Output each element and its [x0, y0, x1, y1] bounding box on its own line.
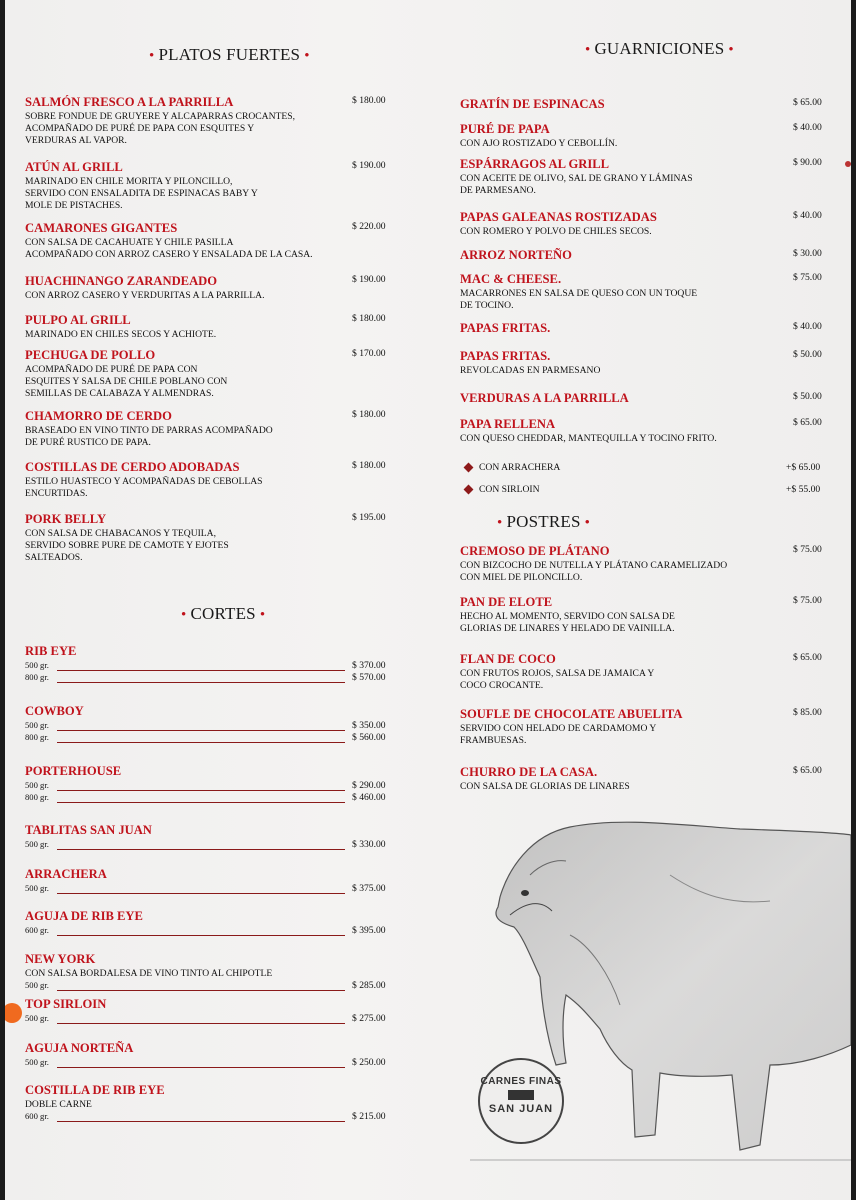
- section-title-platos-fuertes: • PLATOS FUERTES •: [149, 45, 310, 64]
- dish-name: FLAN DE COCO: [460, 652, 556, 666]
- dish-price: $ 180.00: [352, 460, 386, 471]
- dish-name: PURÉ DE PAPA: [460, 122, 550, 136]
- dish-description: CON BIZCOCHO DE NUTELLA Y PLÁTANO CARAMELIZADO: [460, 560, 728, 571]
- dotted-leader-line: [57, 990, 345, 991]
- cut-weight: 500 gr.: [25, 883, 49, 893]
- cut-price: $ 370.00: [352, 660, 386, 671]
- dish-name: CAMARONES GIGANTES: [25, 221, 178, 235]
- dish-description: ACOMPAÑADO DE PURÉ DE PAPA CON: [25, 364, 198, 375]
- dish-name: GRATÍN DE ESPINACAS: [460, 97, 605, 111]
- carnes-finas-logo: [478, 1058, 564, 1144]
- cut-price: $ 215.00: [352, 1111, 386, 1122]
- dish-name: VERDURAS A LA PARRILLA: [460, 391, 629, 405]
- dish-description: VERDURAS AL VAPOR.: [25, 135, 127, 146]
- dish-price: $ 75.00: [793, 272, 822, 283]
- logo-cow-icon: [508, 1090, 534, 1100]
- extra-label: CON SIRLOIN: [479, 484, 540, 495]
- cut-description: CON SALSA BORDALESA DE VINO TINTO AL CHIPOTLE: [25, 968, 273, 979]
- dish-price: $ 40.00: [793, 210, 822, 221]
- dish-description: SALTEADOS.: [25, 552, 83, 563]
- section-title-cortes: • CORTES •: [181, 604, 266, 623]
- dish-name: PECHUGA DE POLLO: [25, 348, 156, 362]
- cut-name: NEW YORK: [25, 952, 96, 966]
- dish-description: BRASEADO EN VINO TINTO DE PARRAS ACOMPAÑADO: [25, 425, 273, 436]
- dish-price: $ 180.00: [352, 95, 386, 106]
- cut-price: $ 395.00: [352, 925, 386, 936]
- cut-weight: 800 gr.: [25, 672, 49, 682]
- dish-description: COCO CROCANTE.: [460, 680, 544, 691]
- dish-description: FRAMBUESAS.: [460, 735, 527, 746]
- dish-name: HUACHINANGO ZARANDEADO: [25, 274, 218, 288]
- dish-price: $ 195.00: [352, 512, 386, 523]
- dish-name: PAN DE ELOTE: [460, 595, 553, 609]
- dotted-leader-line: [57, 1121, 345, 1122]
- cut-name: TABLITAS SAN JUAN: [25, 823, 152, 837]
- cut-price: $ 285.00: [352, 980, 386, 991]
- cut-name: AGUJA DE RIB EYE: [25, 909, 143, 923]
- dish-price: $ 170.00: [352, 348, 386, 359]
- dotted-leader-line: [57, 730, 345, 731]
- dotted-leader-line: [57, 682, 345, 683]
- dish-description: CON ACEITE DE OLIVO, SAL DE GRANO Y LÁMINAS: [460, 173, 693, 184]
- dish-description: CON FRUTOS ROJOS, SALSA DE JAMAICA Y: [460, 668, 655, 679]
- dish-price: $ 40.00: [793, 122, 822, 133]
- dish-description: HECHO AL MOMENTO, SERVIDO CON SALSA DE: [460, 611, 675, 622]
- cut-weight: 500 gr.: [25, 980, 49, 990]
- dish-price: $ 180.00: [352, 409, 386, 420]
- dish-description: CON ARROZ CASERO Y VERDURITAS A LA PARRILLA.: [25, 290, 265, 301]
- dish-name: ESPÁRRAGOS AL GRILL: [460, 157, 610, 171]
- dish-name: PAPAS GALEANAS ROSTIZADAS: [460, 210, 657, 224]
- dish-price: $ 190.00: [352, 160, 386, 171]
- dish-description: ESQUITES Y SALSA DE CHILE POBLANO CON: [25, 376, 228, 387]
- dish-price: $ 65.00: [793, 652, 822, 663]
- cut-name: RIB EYE: [25, 644, 77, 658]
- dish-name: PORK BELLY: [25, 512, 107, 526]
- dish-name: SALMÓN FRESCO A LA PARRILLA: [25, 95, 234, 109]
- dish-price: $ 85.00: [793, 707, 822, 718]
- dish-description: SOBRE FONDUE DE GRUYERE Y ALCAPARRAS CROCANTES,: [25, 111, 295, 122]
- dish-description: ACOMPAÑADO DE PURÉ DE PAPA CON ESQUITES Y: [25, 123, 255, 134]
- dish-name: PULPO AL GRILL: [25, 313, 131, 327]
- dotted-leader-line: [57, 742, 345, 743]
- logo-line1: CARNES FINAS: [480, 1076, 562, 1087]
- cut-weight: 500 gr.: [25, 660, 49, 670]
- dish-price: $ 65.00: [793, 765, 822, 776]
- cut-price: $ 350.00: [352, 720, 386, 731]
- cut-name: PORTERHOUSE: [25, 764, 122, 778]
- cut-weight: 800 gr.: [25, 792, 49, 802]
- dish-name: PAPA RELLENA: [460, 417, 556, 431]
- extra-price: +$ 65.00: [786, 462, 821, 473]
- dotted-leader-line: [57, 670, 345, 671]
- cut-price: $ 330.00: [352, 839, 386, 850]
- orange-marker-dot: [5, 1003, 22, 1023]
- logo-line2: SAN JUAN: [488, 1103, 554, 1115]
- dish-description: ACOMPAÑADO CON ARROZ CASERO Y ENSALADA DE LA CASA.: [25, 249, 313, 260]
- dish-description: CON SALSA DE CHABACANOS Y TEQUILA,: [25, 528, 216, 539]
- cut-weight: 500 gr.: [25, 1057, 49, 1067]
- dish-description: ESTILO HUASTECO Y ACOMPAÑADAS DE CEBOLLAS: [25, 476, 263, 487]
- dish-name: PAPAS FRITAS.: [460, 321, 551, 335]
- dish-description: MARINADO EN CHILES SECOS Y ACHIOTE.: [25, 329, 217, 340]
- dish-description: MACARRONES EN SALSA DE QUESO CON UN TOQUE: [460, 288, 698, 299]
- dish-description: DE PURÉ RUSTICO DE PAPA.: [25, 437, 151, 448]
- dish-description: GLORIAS DE LINARES Y HELADO DE VAINILLA.: [460, 623, 675, 634]
- cut-price: $ 275.00: [352, 1013, 386, 1024]
- section-title-postres: • POSTRES •: [497, 512, 591, 531]
- dish-name: COSTILLAS DE CERDO ADOBADAS: [25, 460, 240, 474]
- dotted-leader-line: [57, 849, 345, 850]
- cut-name: ARRACHERA: [25, 867, 107, 881]
- dish-price: $ 40.00: [793, 321, 822, 332]
- dish-price: $ 75.00: [793, 544, 822, 555]
- dish-description: ENCURTIDAS.: [25, 488, 88, 499]
- dotted-leader-line: [57, 893, 345, 894]
- dish-description: SERVIDO CON HELADO DE CARDAMOMO Y: [460, 723, 657, 734]
- dish-description: SEMILLAS DE CALABAZA Y ALMENDRAS.: [25, 388, 214, 399]
- cut-price: $ 570.00: [352, 672, 386, 683]
- dish-description: SERVIDO SOBRE PURE DE CAMOTE Y EJOTES: [25, 540, 229, 551]
- dish-name: PAPAS FRITAS.: [460, 349, 551, 363]
- dotted-leader-line: [57, 1067, 345, 1068]
- dish-description: CON MIEL DE PILONCILLO.: [460, 572, 583, 583]
- menu-page: [5, 0, 851, 1200]
- cut-name: COSTILLA DE RIB EYE: [25, 1083, 165, 1097]
- cut-name: COWBOY: [25, 704, 84, 718]
- dish-price: $ 50.00: [793, 349, 822, 360]
- dish-description: DE TOCINO.: [460, 300, 514, 311]
- cut-weight: 500 gr.: [25, 720, 49, 730]
- cut-price: $ 560.00: [352, 732, 386, 743]
- dotted-leader-line: [57, 802, 345, 803]
- dish-name: MAC & CHEESE.: [460, 272, 562, 286]
- cut-name: AGUJA NORTEÑA: [25, 1041, 134, 1055]
- cut-weight: 800 gr.: [25, 732, 49, 742]
- extra-label: CON ARRACHERA: [479, 462, 561, 473]
- dish-description: CON QUESO CHEDDAR, MANTEQUILLA Y TOCINO FRITO.: [460, 433, 717, 444]
- dish-price: $ 190.00: [352, 274, 386, 285]
- cut-price: $ 290.00: [352, 780, 386, 791]
- cut-price: $ 250.00: [352, 1057, 386, 1068]
- cut-weight: 500 gr.: [25, 839, 49, 849]
- dotted-leader-line: [57, 935, 345, 936]
- cut-weight: 600 gr.: [25, 925, 49, 935]
- dish-price: $ 75.00: [793, 595, 822, 606]
- cut-weight: 500 gr.: [25, 1013, 49, 1023]
- cut-price: $ 375.00: [352, 883, 386, 894]
- dish-price: $ 65.00: [793, 417, 822, 428]
- cut-weight: 500 gr.: [25, 780, 49, 790]
- cut-description: DOBLE CARNE: [25, 1099, 92, 1110]
- dish-price: $ 220.00: [352, 221, 386, 232]
- dish-name: ARROZ NORTEÑO: [460, 248, 572, 262]
- dish-description: CON AJO ROSTIZADO Y CEBOLLÍN.: [460, 138, 618, 149]
- dish-name: SOUFLE DE CHOCOLATE ABUELITA: [460, 707, 683, 721]
- dish-name: CHURRO DE LA CASA.: [460, 765, 598, 779]
- dish-name: CHAMORRO DE CERDO: [25, 409, 172, 423]
- dotted-leader-line: [57, 790, 345, 791]
- dish-description: MARINADO EN CHILE MORITA Y PILONCILLO,: [25, 176, 233, 187]
- dish-price: $ 180.00: [352, 313, 386, 324]
- extra-price: +$ 55.00: [786, 484, 821, 495]
- cut-name: TOP SIRLOIN: [25, 997, 107, 1011]
- pin-mark: [845, 161, 851, 167]
- dish-description: CON SALSA DE GLORIAS DE LINARES: [460, 781, 630, 792]
- cut-price: $ 460.00: [352, 792, 386, 803]
- dotted-leader-line: [57, 1023, 345, 1024]
- dish-name: ATÚN AL GRILL: [25, 160, 123, 174]
- section-title-guarniciones: • GUARNICIONES •: [585, 39, 734, 58]
- dish-description: CON ROMERO Y POLVO DE CHILES SECOS.: [460, 226, 652, 237]
- dish-price: $ 90.00: [793, 157, 822, 168]
- cut-weight: 600 gr.: [25, 1111, 49, 1121]
- dish-price: $ 50.00: [793, 391, 822, 402]
- dish-description: REVOLCADAS EN PARMESANO: [460, 365, 601, 376]
- dish-description: CON SALSA DE CACAHUATE Y CHILE PASILLA: [25, 237, 234, 248]
- dish-description: SERVIDO CON ENSALADITA DE ESPINACAS BABY Y: [25, 188, 258, 199]
- dish-description: DE PARMESANO.: [460, 185, 536, 196]
- dish-price: $ 30.00: [793, 248, 822, 259]
- dish-price: $ 65.00: [793, 97, 822, 108]
- diamond-bullet-icon: [464, 485, 474, 495]
- dish-description: MOLE DE PISTACHES.: [25, 200, 123, 211]
- dish-name: CREMOSO DE PLÁTANO: [460, 544, 610, 558]
- diamond-bullet-icon: [464, 463, 474, 473]
